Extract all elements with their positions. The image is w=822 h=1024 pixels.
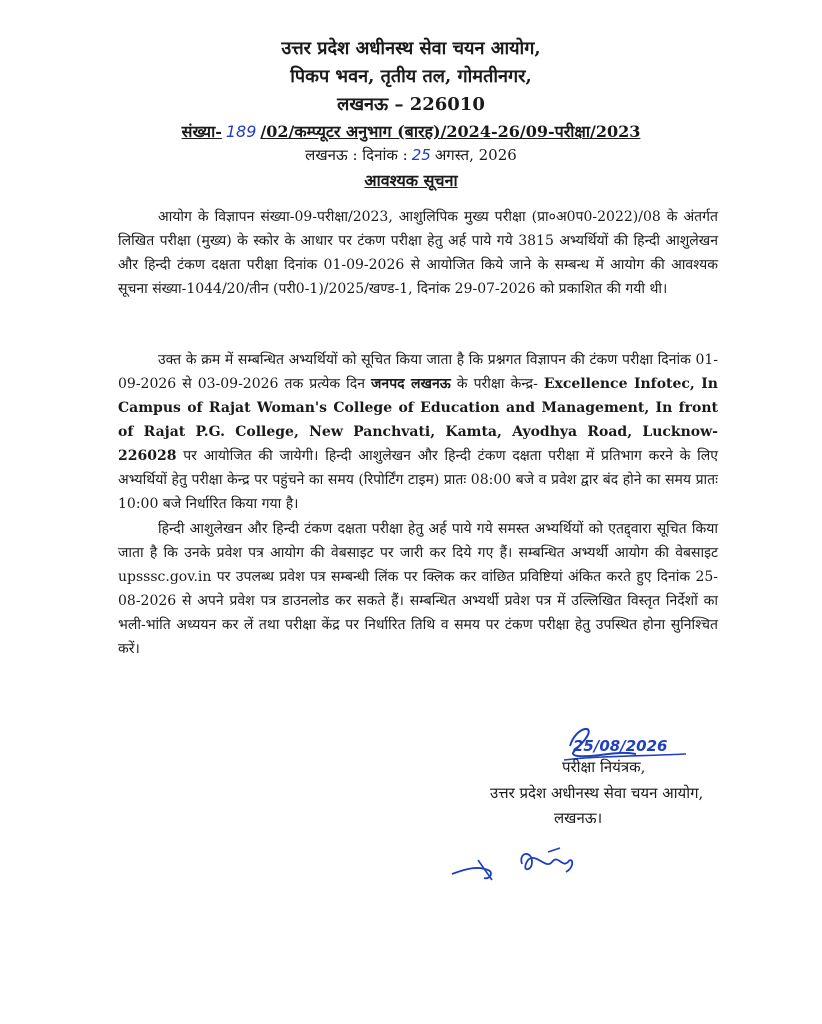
initials-scribble	[448, 840, 598, 890]
reference-handwritten-number: 189	[225, 122, 257, 141]
reference-number-line	[0, 120, 822, 142]
date-handwritten-day: 25	[411, 146, 431, 164]
reference-suffix: /02/कम्प्यूटर अनुभाग (बारह)/2024-26/09-परीक्षा/2023	[260, 122, 641, 141]
notice-title: आवश्यक सूचना	[364, 171, 458, 190]
header-address: पिकप भवन, तृतीय तल, गोमतीनगर,	[290, 66, 532, 87]
date-prefix: लखनऊ : दिनांक :	[305, 146, 408, 164]
paragraph-3: हिन्दी आशुलेखन और हिन्दी टंकण दक्षता परीक्षा हेतु अर्ह पाये गये समस्त अभ्यर्थियों को एतद्द्वारा सूचित किया जाता है कि उनके प्रवेश पत्र आयोग की वेबसाइट पर जारी कर दिये गए हैं। सम्बन्धित अभ्यर्थी आयोग की वेबसाइट upsssc.gov.in पर उपलब्ध प्रवेश पत्र सम्बन्धी लिंक पर क्लिक कर वांछित प्रविष्टियां अंकित करते हुए दिनांक 25-08-2026 से अपने प्रवेश पत्र डाउनलोड कर सकते हैं। सम्बन्धित अभ्यर्थी प्रवेश पत्र में उल्लिखित विस्तृत निर्देशों का भली-भांति अध्ययन कर लें तथा परीक्षा केंद्र पर निर्धारित तिथि व समय पर टंकण परीक्षा हेतु उपस्थित होना सुनिश्चित करें।	[118, 521, 718, 657]
date-suffix: अगस्त, 2026	[434, 146, 517, 164]
signatory-designation: परीक्षा नियंत्रक,	[562, 758, 646, 776]
date-line	[0, 145, 822, 165]
header-organisation: उत्तर प्रदेश अधीनस्थ सेवा चयन आयोग,	[281, 38, 541, 59]
paragraph-1: आयोग के विज्ञापन संख्या-09-परीक्षा/2023, आशुलिपिक मुख्य परीक्षा (प्रा०अ0प0-2022)/08 के अंतर्गत लिखित परीक्षा (मुख्य) के स्कोर के आधार पर टंकण परीक्षा हेतु अर्ह पाये गये 3815 अभ्यर्थियों की हिन्दी आशुलेखन और हिन्दी टंकण दक्षता परीक्षा दिनांक 01-09-2026 से आयोजित किये जाने के सम्बन्ध में आयोग की आवश्यक सूचना संख्या-1044/20/तीन (परी0-1)/2025/खण्ड-1, दिनांक 29-07-2026 को प्रकाशित की गयी थी।	[118, 209, 718, 297]
signatory-organisation: उत्तर प्रदेश अधीनस्थ सेवा चयन आयोग,	[490, 784, 704, 802]
district-name: जनपद लखनऊ	[371, 376, 451, 392]
signatory-city: लखनऊ।	[554, 809, 603, 827]
signature-handwritten-date: 25/08/2026	[573, 737, 668, 755]
header-city: लखनऊ – 226010	[337, 94, 485, 115]
paragraph-2: उक्त के क्रम में सम्बन्धित अभ्यर्थियों को सूचित किया जाता है कि प्रश्नगत विज्ञापन की टंकण परीक्षा दिनांक 01-09-2026 से 03-09-2026 तक प्रत्येक दिन जनपद लखनऊ के परीक्षा केन्द्र- Excellence Infotec, In Campus of Rajat Woman's College of Education and Management, In front of Rajat P.G. College, New Panchvati, Kamta, Ayodhya Road, Lucknow-226028 पर आयोजित की जायेगी। हिन्दी आशुलेखन और हिन्दी टंकण दक्षता परीक्षा में प्रतिभाग करने के लिए अभ्यर्थियों हेतु परीक्षा केन्द्र पर पहुंचने का समय (रिपोर्टिंग टाइम) प्रातः 08:00 बजे व प्रवेश द्वार बंद होने का समय प्रातः 10:00 बजे निर्धारित किया गया है।	[118, 352, 718, 512]
reference-prefix: संख्या-	[181, 122, 222, 141]
exam-centre-address: Excellence Infotec, In Campus of Rajat Woman's College of Education and Management, In front of Rajat P.G. College, New Panchvati, Kamta, Ayodhya Road, Lucknow-226028	[118, 376, 718, 464]
